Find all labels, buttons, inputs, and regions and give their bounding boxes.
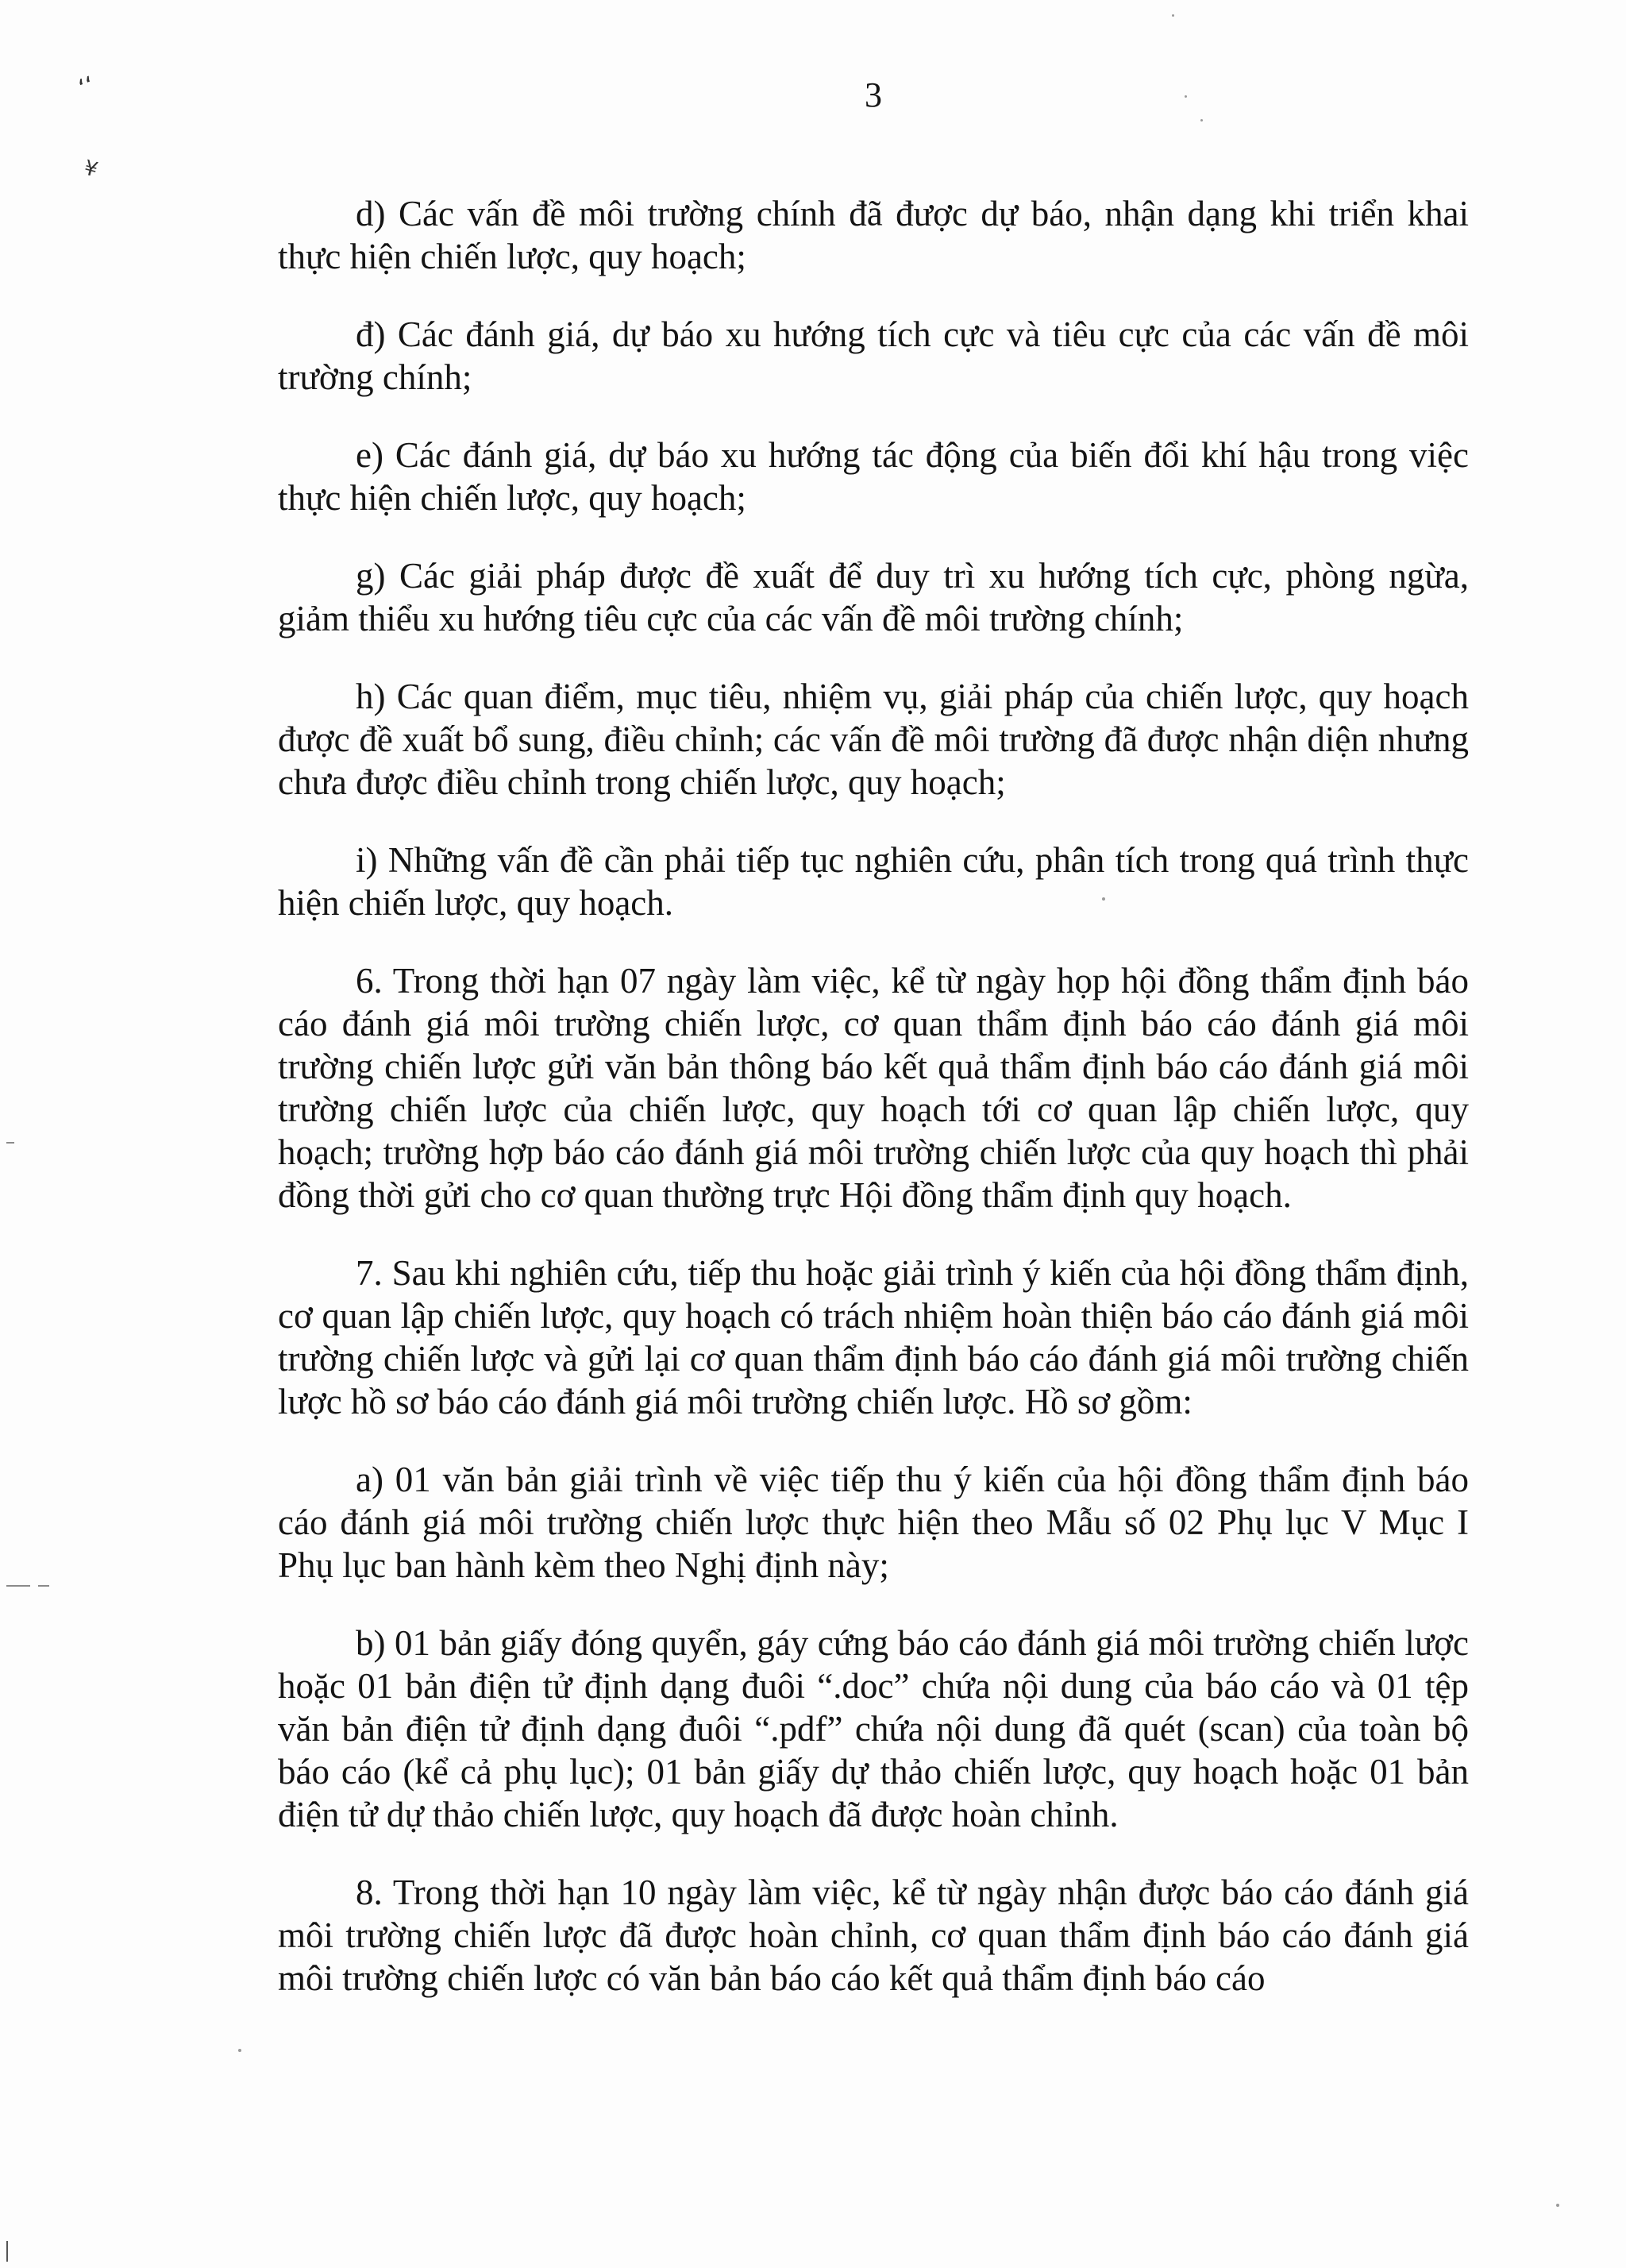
scan-speck [1200,119,1203,122]
paragraph-item-dd: đ) Các đánh giá, dự báo xu hướng tích cực và tiêu cực của các vấn đề môi trường chính; [278,314,1469,397]
paragraph-clause-7: 7. Sau khi nghiên cứu, tiếp thu hoặc giải trình ý kiến của hội đồng thẩm định, cơ quan lập chiến lược, quy hoạch có trách nhiệm hoàn thiện báo cáo đánh giá môi trường chiến lược và gửi lại cơ quan thẩm định báo cáo đánh giá môi trường chiến lược hồ sơ báo cáo đánh giá môi trường chiến lược. Hồ sơ gồm: [278,1253,1469,1421]
paragraph-item-a: a) 01 văn bản giải trình về việc tiếp thu ý kiến của hội đồng thẩm định báo cáo đánh giá môi trường chiến lược thực hiện theo Mẫu số 02 Phụ lục V Mục I Phụ lục ban hành kèm theo Nghị định này; [278,1460,1469,1585]
paragraph-clause-6: 6. Trong thời hạn 07 ngày làm việc, kể từ ngày họp hội đồng thẩm định báo cáo đánh giá môi trường chiến lược, cơ quan thẩm định báo cáo đánh giá môi trường chiến lược gửi văn bản thông báo kết quả thẩm định báo cáo đánh giá môi trường chiến lược của chiến lược, quy hoạch tới cơ quan lập chiến lược, quy hoạch; trường hợp báo cáo đánh giá môi trường chiến lược của quy hoạch thì phải đồng thời gửi cho cơ quan thường trực Hội đồng thẩm định quy hoạch. [278,961,1469,1215]
paragraph-item-e: e) Các đánh giá, dự báo xu hướng tác động của biến đổi khí hậu trong việc thực hiện chiến lược, quy hoạch; [278,435,1469,518]
scan-speck [1172,14,1174,17]
paragraph-item-i: i) Những vấn đề cần phải tiếp tục nghiên cứu, phân tích trong quá trình thực hiện chiến lược, quy hoạch. [278,840,1469,923]
document-body [278,192,1469,2031]
paragraph-item-b: b) 01 bản giấy đóng quyển, gáy cứng báo cáo đánh giá môi trường chiến lược hoặc 01 bản điện tử định dạng đuôi “.doc” chứa nội dung của báo cáo và 01 tệp văn bản điện tử định dạng đuôi “.pdf” chứa nội dung đã quét (scan) của toàn bộ báo cáo (kể cả phụ lục); 01 bản giấy dự thảo chiến lược, quy hoạch hoặc 01 bản điện tử dự thảo chiến lược, quy hoạch đã được hoàn chỉnh. [278,1623,1469,1834]
paragraph-clause-8: 8. Trong thời hạn 10 ngày làm việc, kể từ ngày nhận được báo cáo đánh giá môi trường chiến lược đã được hoàn chỉnh, cơ quan thẩm định báo cáo đánh giá môi trường chiến lược có văn bản báo cáo kết quả thẩm định báo cáo [278,1873,1469,1998]
scan-edge-mark [6,2241,8,2262]
scan-edge-mark [6,1142,14,1144]
paragraph-item-d: d) Các vấn đề môi trường chính đã được dự báo, nhận dạng khi triển khai thực hiện chiến lược, quy hoạch; [278,194,1469,276]
scan-artifact-mark: ¥ [81,156,101,183]
paragraph-item-g: g) Các giải pháp được đề xuất để duy trì xu hướng tích cực, phòng ngừa, giảm thiểu xu hướng tiêu cực của các vấn đề môi trường chính; [278,556,1469,638]
page-number: 3 [865,75,882,114]
paragraph-item-h: h) Các quan điểm, mục tiêu, nhiệm vụ, giải pháp của chiến lược, quy hoạch được đề xuất bổ sung, điều chỉnh; các vấn đề môi trường đã được nhận diện nhưng chưa được điều chỉnh trong chiến lược, quy hoạch; [278,677,1469,802]
scan-edge-mark [6,1585,30,1587]
scan-speck [238,2049,241,2052]
scan-edge-mark [38,1585,49,1587]
scan-speck [1556,2204,1559,2207]
scan-artifact-mark: ‘ʻ [75,71,99,103]
